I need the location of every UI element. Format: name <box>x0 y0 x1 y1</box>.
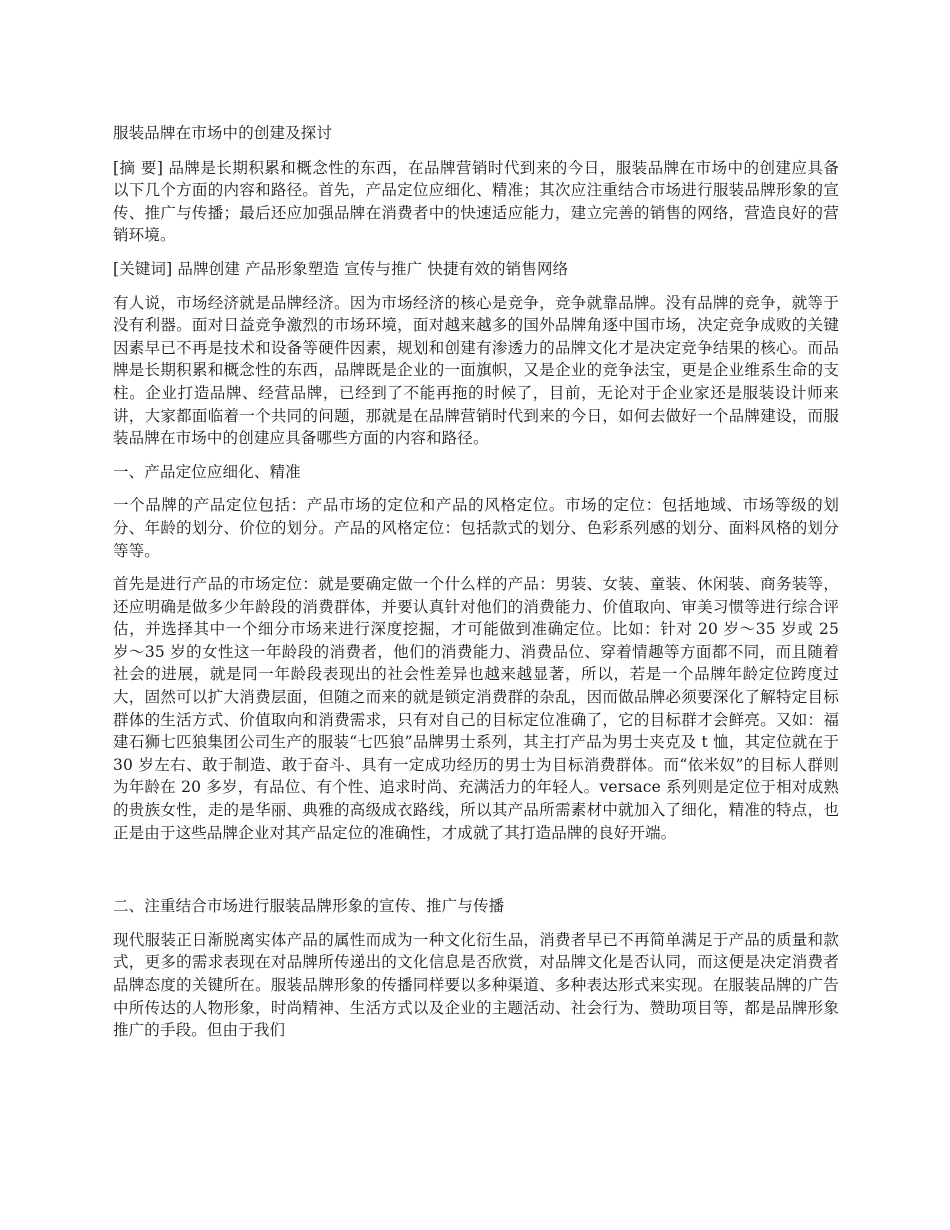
keywords-paragraph: [关键词] 品牌创建 产品形象塑造 宣传与推广 快捷有效的销售网络 <box>113 259 569 278</box>
section1-paragraph-2: 首先是进行产品的市场定位：就是要确定做一个什么样的产品：男装、女装、童装、休闲装、商务装等，还应明确是做多少年龄段的消费群体，并要认真针对他们的消费能力、价值取向、审美习惯等进行综合评估，并选择其中一个细分市场来进行深度挖掘，才可能做到准确定位。比如：针对 20 岁～35 岁或 25 岁～35 岁的女性这一年龄段的消费者，他们的消费能力、消费品位、穿着情趣等方面都不同，而且随着社会的进展，就是同一年龄段表现出的社会性差异也越来越显著，所以，若是一个品牌年龄定位跨度过大，固然可以扩大消费层面，但随之而来的就是锁定消费群的杂乱，因而做品牌必须要深化了解特定目标群体的生活方式、价值取向和消费需求，只有对自己的目标定位准确了，它的目标群才会鲜亮。又如：福建石狮七匹狼集团公司生产的服装“七匹狼”品牌男士系列，其主打产品为男士夹克及 t 恤，其定位就在于 30 岁左右、敢于制造、敢于奋斗、具有一定成功经历的男士为目标消费群体。而“依米奴”的目标人群则为年龄在 20 多岁，有品位、有个性、追求时尚、充满活力的年轻人。versace 系列则是定位于相对成熟的贵族女性，走的是华丽、典雅的高级成衣路线，所以其产品所需素材中就加入了细化，精准的特点，也正是由于这些品牌企业对其产品定位的准确性，才成就了其打造品牌的良好开端。 <box>113 575 839 842</box>
document-body <box>113 122 839 1053</box>
section2-heading: 二、注重结合市场进行服装品牌形象的宣传、推广与传播 <box>113 897 505 916</box>
document-title: 服装品牌在市场中的创建及探讨 <box>113 124 333 142</box>
section1-paragraph-1: 一个品牌的产品定位包括：产品市场的定位和产品的风格定位。市场的定位：包括地域、市场等级的划分、年龄的划分、价位的划分。产品的风格定位：包括款式的划分、色彩系列感的划分、面料风格的划分等等。 <box>113 496 839 560</box>
intro-paragraph: 有人说，市场经济就是品牌经济。因为市场经济的核心是竞争，竞争就靠品牌。没有品牌的竞争，就等于没有利器。面对日益竞争激烈的市场环境，面对越来越多的国外品牌角逐中国市场，决定竞争成败的关键因素早已不再是技术和设备等硬件因素，规划和创建有渗透力的品牌文化才是决定竞争结果的核心。而品牌是长期积累和概念性的东西，品牌既是企业的一面旗帜，又是企业的竞争法宝，更是企业维系生命的支柱。企业打造品牌、经营品牌，已经到了不能再拖的时候了，目前，无论对于企业家还是服装设计师来讲，大家都面临着一个共同的问题，那就是在品牌营销时代到来的今日，如何去做好一个品牌建设，而服装品牌在市场中的创建应具备哪些方面的内容和路径。 <box>113 293 839 448</box>
section2-paragraph-1: 现代服装正日渐脱离实体产品的属性而成为一种文化衍生品，消费者早已不再简单满足于产品的质量和款式，更多的需求表现在对品牌所传递出的文化信息是否欣赏，对品牌文化是否认同，而这便是决定消费者品牌态度的关键所在。服装品牌形象的传播同样要以多种渠道、多种表达形式来实现。在服装品牌的广告中所传达的人物形象，时尚精神、生活方式以及企业的主题活动、社会行为、赞助项目等，都是品牌形象推广的手段。但由于我们 <box>113 930 839 1040</box>
abstract-paragraph: [摘 要] 品牌是长期积累和概念性的东西，在品牌营销时代到来的今日，服装品牌在市场中的创建应具备以下几个方面的内容和路径。首先，产品定位应细化、精准；其次应注重结合市场进行服装品牌形象的宣传、推广与传播；最后还应加强品牌在消费者中的快速适应能力，建立完善的销售的网络，营造良好的营销环境。 <box>113 158 839 245</box>
section-gap <box>113 855 839 895</box>
section1-heading: 一、产品定位应细化、精准 <box>113 462 301 481</box>
